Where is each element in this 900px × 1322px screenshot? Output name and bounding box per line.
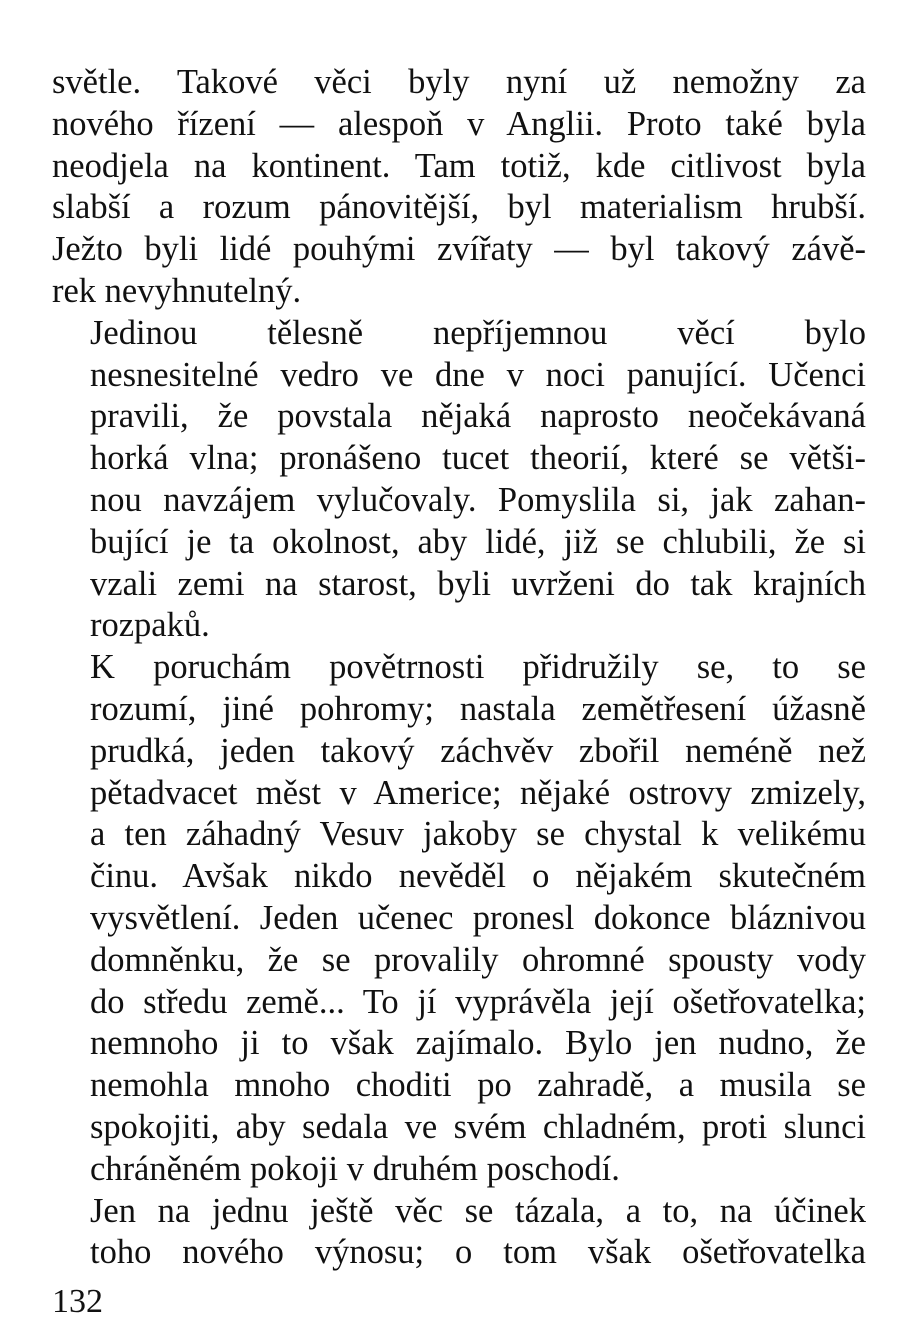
paragraph-2 bbox=[52, 313, 866, 647]
text-line: světle. Takové věci byly nyní už nemožny za bbox=[52, 63, 866, 101]
page-body bbox=[52, 62, 866, 1274]
text-line: nového řízení — alespoň v Anglii. Proto také byla bbox=[52, 104, 866, 143]
text-line: a ten záhadný Vesuv jakoby se chystal k velikému bbox=[90, 815, 866, 854]
text-line: rek nevyhnutelný. bbox=[52, 271, 302, 310]
text-line: slabší a rozum pánovitější, byl materialism hrubší. bbox=[52, 188, 866, 227]
text-line: pravili, že povstala nějaká naprosto neočekávaná bbox=[90, 397, 866, 436]
text-line: nemohla mnoho choditi po zahradě, a musila se bbox=[90, 1066, 866, 1105]
text-line: spokojiti, aby sedala ve svém chladném, proti slunci bbox=[90, 1107, 866, 1146]
text-line: Jedinou tělesně nepříjemnou věcí bylo bbox=[90, 313, 866, 352]
page-number: 132 bbox=[52, 1283, 103, 1320]
text-line: K poruchám povětrnosti přidružily se, to se bbox=[90, 648, 866, 687]
text-line: nou navzájem vylučovaly. Pomyslila si, jak zahan- bbox=[90, 480, 866, 519]
text-line: činu. Avšak nikdo nevěděl o nějakém skutečném bbox=[90, 857, 866, 896]
text-line: vzali zemi na starost, byli uvrženi do tak krajních bbox=[90, 564, 866, 603]
text-line: horká vlna; pronášeno tucet theorií, které se větši- bbox=[90, 439, 866, 478]
text-line: do středu země... To jí vyprávěla její ošetřovatelka; bbox=[90, 982, 866, 1021]
text-line: rozpaků. bbox=[90, 606, 210, 645]
text-line: Ježto byli lidé pouhými zvířaty — byl takový závě- bbox=[52, 230, 866, 269]
text-line: rozumí, jiné pohromy; nastala zemětřesení úžasně bbox=[90, 689, 866, 728]
text-line: bující je ta okolnost, aby lidé, již se chlubili, že si bbox=[90, 522, 866, 561]
text-line: chráněném pokoji v druhém poschodí. bbox=[90, 1149, 620, 1188]
text-line: nemnoho ji to však zajímalo. Bylo jen nudno, že bbox=[90, 1024, 866, 1063]
text-line: nesnesitelné vedro ve dne v noci panující. Učenci bbox=[90, 355, 866, 394]
paragraph-4 bbox=[52, 1191, 866, 1275]
text-line: vysvětlení. Jeden učenec pronesl dokonce bláznivou bbox=[90, 898, 866, 937]
text-line: prudká, jeden takový záchvěv zbořil neméně než bbox=[90, 731, 866, 770]
text-line: pětadvacet měst v Americe; nějaké ostrovy zmizely, bbox=[90, 773, 866, 812]
text-line: domněnku, že se provalily ohromné spousty vody bbox=[90, 940, 866, 979]
text-line: Jen na jednu ještě věc se tázala, a to, na účinek bbox=[90, 1191, 866, 1230]
text-line: neodjela na kontinent. Tam totiž, kde citlivost byla bbox=[52, 146, 866, 185]
text-line: toho nového výnosu; o tom však ošetřovatelka bbox=[90, 1233, 866, 1272]
paragraph-3 bbox=[52, 647, 866, 1190]
paragraph-1 bbox=[52, 62, 866, 313]
